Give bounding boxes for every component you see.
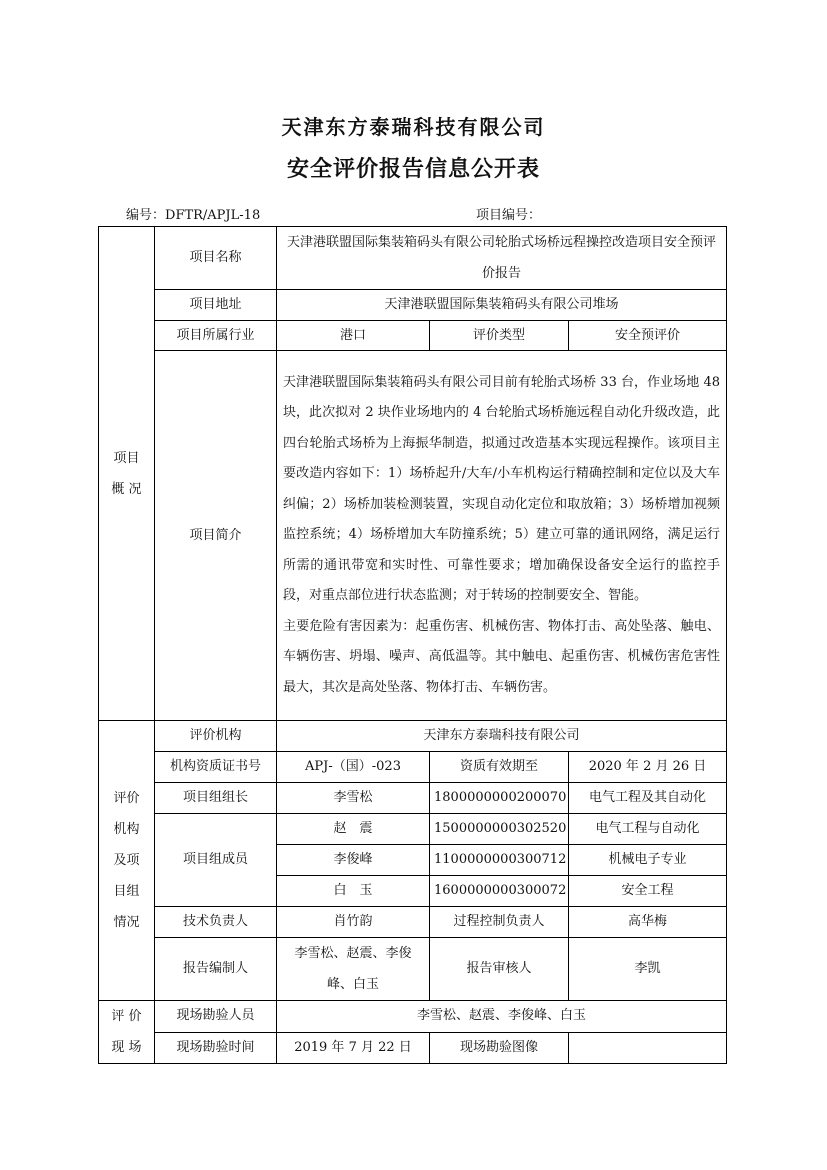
value-tech-lead: 肖竹韵: [277, 907, 430, 938]
leader-major: 电气工程及其自动化: [569, 783, 727, 814]
section-site: [99, 1001, 155, 1064]
label-eval-type: 评价类型: [430, 321, 569, 351]
member-id: 1500000000302520: [430, 814, 569, 845]
label-validity: 资质有效期至: [430, 752, 569, 783]
value-site-image: [569, 1032, 727, 1064]
row-member: [99, 814, 727, 845]
member-major: 安全工程: [569, 876, 727, 907]
value-cert: APJ-（国）-023: [277, 752, 430, 783]
label-agency: 评价机构: [155, 721, 277, 752]
section-label-agency: 评价 机构 及项 目组 情况: [113, 791, 140, 930]
doc-number: [126, 204, 260, 223]
value-validity: 2020 年 2 月 26 日: [569, 752, 727, 783]
label-address: 项目地址: [155, 290, 277, 321]
label-site-staff: 现场勘验人员: [155, 1001, 277, 1033]
row-leader: [99, 783, 727, 814]
doc-number-label: 编号：: [126, 208, 166, 223]
label-summary: 项目简介: [155, 351, 277, 721]
label-cert: 机构资质证书号: [155, 752, 277, 783]
row-project-name: [99, 227, 727, 290]
label-process-lead: 过程控制负责人: [430, 907, 569, 938]
row-address: [99, 290, 727, 321]
section-label-site: 评 价 现 场: [111, 1009, 142, 1055]
value-summary: [277, 351, 727, 721]
label-members: 项目组成员: [155, 814, 277, 907]
company-name: 天津东方泰瑞科技有限公司: [281, 115, 546, 139]
row-site-staff: [99, 1001, 727, 1033]
member-major: 机械电子专业: [569, 845, 727, 876]
leader-name: 李雪松: [277, 783, 430, 814]
label-project-name: 项目名称: [155, 227, 277, 290]
info-table: [98, 226, 727, 1064]
member-major: 电气工程与自动化: [569, 814, 727, 845]
row-authors: [99, 938, 727, 1001]
label-site-image: 现场勘验图像: [430, 1032, 569, 1064]
label-site-time: 现场勘验时间: [155, 1032, 277, 1064]
label-authors: 报告编制人: [155, 938, 277, 1001]
label-tech-lead: 技术负责人: [155, 907, 277, 938]
row-summary: [99, 351, 727, 721]
member-name: 白 玉: [277, 876, 430, 907]
leader-id: 1800000000200070: [430, 783, 569, 814]
row-cert: [99, 752, 727, 783]
value-site-time: 2019 年 7 月 22 日: [277, 1032, 430, 1064]
row-agency: [99, 721, 727, 752]
member-name: 赵 震: [277, 814, 430, 845]
section-agency: [99, 721, 155, 1001]
row-industry: [99, 321, 727, 351]
member-id: 1100000000300712: [430, 845, 569, 876]
project-number-label: 项目编号：: [476, 208, 542, 223]
member-name: 李俊峰: [277, 845, 430, 876]
value-site-staff: 李雪松、赵震、李俊峰、白玉: [277, 1001, 727, 1033]
summary-paragraph-1: 天津港联盟国际集装箱码头有限公司目前有轮胎式场桥 33 台，作业场地 48 块，此次拟对 2 块作业场地内的 4 台轮胎式场桥施远程自动化升级改造，此四台轮胎式场桥为上海振华制造，拟通过改造基本实现远程操作。该项目主要改造内容如下：1）场桥起升/大车/小车机构运行精确控制和定位以及大车纠偏；2）场桥加装检测装置，实现自动化定位和取放箱；3）场桥增加视频监控系统；4）场桥增加大车防撞系统；5）建立可靠的通讯网络，满足运行所需的通讯带宽和实时性、可靠性要求；增加确保设备安全运行的监控手段，对重点部位进行状态监测；对于转场的控制要安全、智能。: [283, 374, 721, 604]
value-eval-type: 安全预评价: [569, 321, 727, 351]
doc-number-value: DFTR/APJL-18: [165, 208, 261, 223]
value-agency: 天津东方泰瑞科技有限公司: [277, 721, 727, 752]
label-reviewer: 报告审核人: [430, 938, 569, 1001]
value-authors: 李雪松、赵震、李俊峰、白玉: [277, 938, 430, 1001]
section-label-overview: 项目 概 况: [111, 450, 142, 497]
value-process-lead: 高华梅: [569, 907, 727, 938]
label-industry: 项目所属行业: [155, 321, 277, 351]
row-site-time: [99, 1032, 727, 1064]
member-id: 1600000000300072: [430, 876, 569, 907]
summary-paragraph-2: 主要危险有害因素为：起重伤害、机械伤害、物体打击、高处坠落、触电、车辆伤害、坍塌、噪声、高低温等。其中触电、起重伤害、机械伤害危害性最大，其次是高处坠落、物体打击、车辆伤害。: [283, 618, 721, 695]
document-title: 安全评价报告信息公开表: [286, 156, 540, 182]
value-reviewer: 李凯: [569, 938, 727, 1001]
label-leader: 项目组组长: [155, 783, 277, 814]
value-address: 天津港联盟国际集装箱码头有限公司堆场: [277, 290, 727, 321]
section-project-overview: [99, 227, 155, 721]
value-project-name: 天津港联盟国际集装箱码头有限公司轮胎式场桥远程操控改造项目安全预评价报告: [277, 227, 727, 290]
row-leads: [99, 907, 727, 938]
value-industry: 港口: [277, 321, 430, 351]
